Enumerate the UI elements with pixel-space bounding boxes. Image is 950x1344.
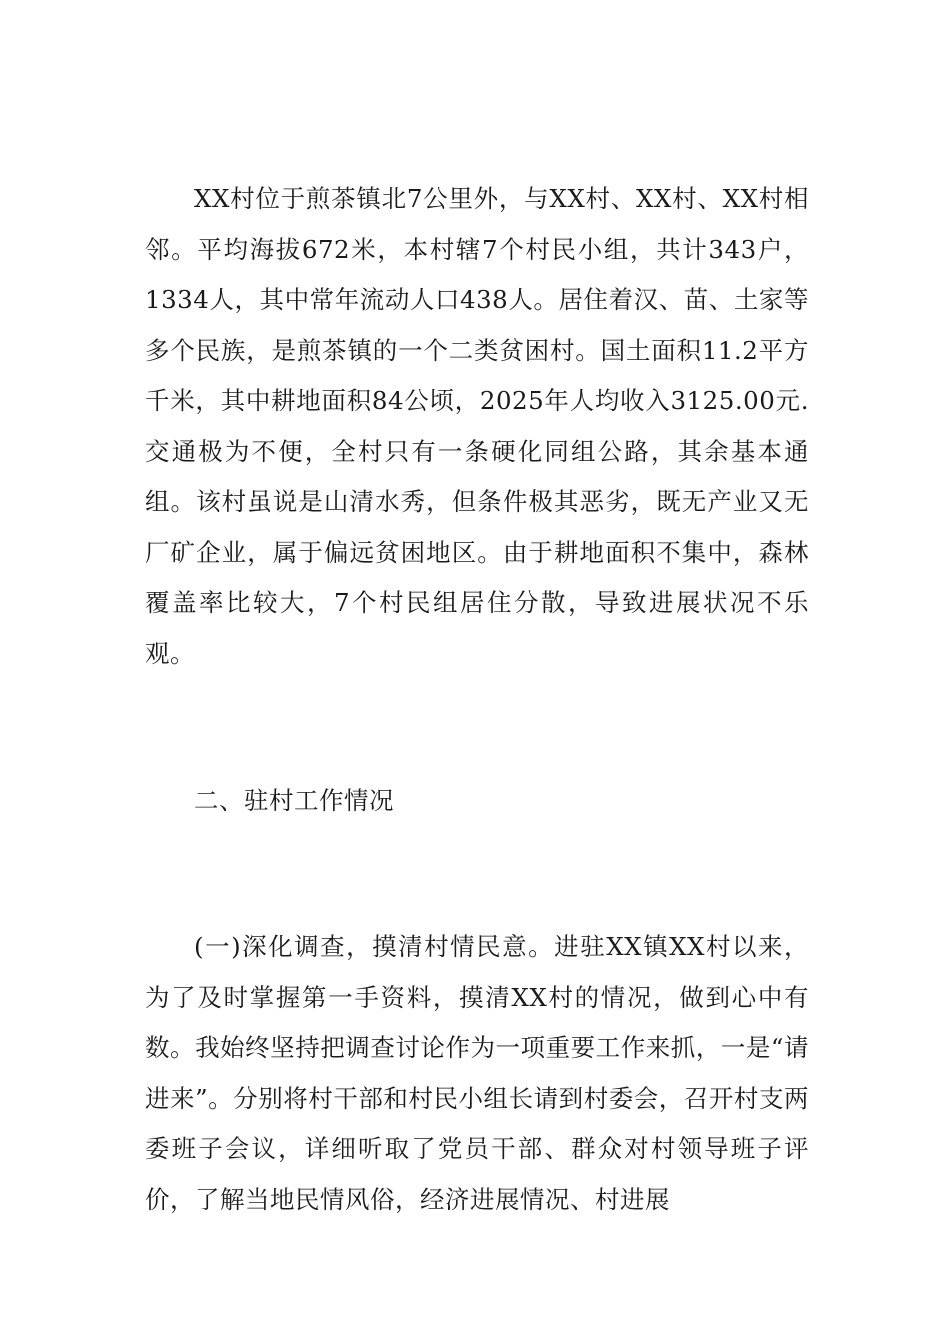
village-overview-paragraph: XX村位于煎茶镇北7公里外，与XX村、XX村、XX村相邻。平均海拔672米，本村辖7个村民小组，共计343户，1334人，其中常年流动人口438人。居住着汉、苗、土家等多个民族，是煎茶镇的一个二类贫困村。国土面积11.2平方千米，其中耕地面积84公顷，2025年人均收入3125.00元.交通极为不便，全村只有一条硬化同组公路，其余基本通组。该村虽说是山清水秀，但条件极其恶劣，既无产业又无厂矿企业，属于偏远贫困地区。由于耕地面积不集中，森林覆盖率比较大，7个村民组居住分散，导致进展状况不乐观。: [145, 184, 809, 668]
investigation-paragraph: (一)深化调查，摸清村情民意。进驻XX镇XX村以来，为了及时掌握第一手资料，摸清XX村的情况，做到心中有数。我始终坚持把调查讨论作为一项重要工作来抓，一是“请进来”。分别将村干部和村民小组长请到村委会，召开村支两委班子会议，详细听取了党员干部、群众对村领导班子评价，了解当地民情风俗，经济进展情况、村进展: [145, 932, 809, 1214]
section-heading: 二、驻村工作情况: [194, 786, 394, 815]
